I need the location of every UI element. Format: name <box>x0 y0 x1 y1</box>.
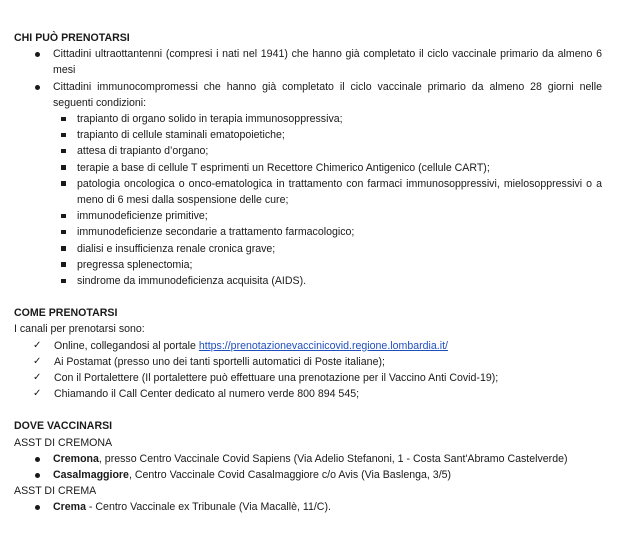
condition-text: immunodeficienze secondarie a trattamento farmacologico; <box>77 226 355 239</box>
channels-list <box>14 338 602 403</box>
list-item <box>14 467 602 483</box>
condition-item <box>14 143 602 159</box>
condition-item <box>14 111 602 127</box>
condition-item <box>14 176 602 208</box>
square-bullet-icon <box>61 133 66 138</box>
section-how-to-book <box>14 305 602 402</box>
asst-crema-label: ASST DI CREMA <box>14 485 97 498</box>
condition-item <box>14 160 602 176</box>
conditions-list <box>14 111 602 289</box>
square-bullet-icon <box>61 279 66 284</box>
condition-text: dialisi e insufficienza renale cronica grave; <box>77 242 276 255</box>
condition-text: pregressa splenectomia; <box>77 258 193 271</box>
section-who-can-book <box>14 30 602 289</box>
list-item <box>14 386 602 402</box>
how-intro: I canali per prenotarsi sono: <box>14 323 145 336</box>
list-item-text: Cittadini ultraottantenni (compresi i nati nel 1941) che hanno già completato il ciclo vaccinale primario da almeno 6 mesi <box>53 48 602 77</box>
list-item <box>14 451 602 467</box>
square-bullet-icon <box>61 246 66 251</box>
list-item <box>14 338 602 354</box>
checkmark-icon: ✓ <box>33 388 42 400</box>
list-item-text: Con il Portalettere (Il portalettere può effettuare una prenotazione per il Vaccino Anti Covid-19); <box>54 372 499 385</box>
condition-text: patologia oncologica o onco-ematologica in trattamento con farmaci immunosoppressivi, mielosoppressivi o a meno di 6 mesi dalla sospensione delle cure; <box>77 177 602 207</box>
bullet-icon <box>35 457 40 462</box>
list-item <box>14 79 602 111</box>
list-item <box>14 370 602 386</box>
bullet-icon <box>35 473 40 478</box>
condition-text: trapianto di organo solido in terapia immunosoppressiva; <box>77 113 343 126</box>
where-heading: DOVE VACCINARSI <box>14 420 113 433</box>
site-detail: , Centro Vaccinale Covid Casalmaggiore c/o Avis (Via Baslenga, 3/5) <box>128 469 452 482</box>
list-item-text: Ai Postamat (presso uno dei tanti sportelli automatici di Poste italiane); <box>54 355 385 368</box>
condition-text: attesa di trapianto d’organo; <box>77 145 209 158</box>
site-name: Casalmaggiore <box>53 469 129 482</box>
site-detail: - Centro Vaccinale ex Tribunale (Via Macallè, 11/C). <box>85 501 331 514</box>
section-where <box>14 418 602 515</box>
square-bullet-icon <box>61 117 66 122</box>
condition-item <box>14 273 602 289</box>
condition-text: sindrome da immunodeficienza acquisita (AIDS). <box>77 275 307 288</box>
condition-text: trapianto di cellule staminali ematopoietiche; <box>77 129 285 142</box>
square-bullet-icon <box>61 230 66 235</box>
who-heading: CHI PUÒ PRENOTARSI <box>14 32 130 44</box>
how-heading: COME PRENOTARSI <box>14 307 118 320</box>
checkmark-icon: ✓ <box>33 339 42 351</box>
who-list <box>14 46 602 111</box>
checkmark-icon: ✓ <box>33 355 42 367</box>
cremona-sites-list <box>14 451 602 483</box>
list-item <box>14 499 602 515</box>
portal-link[interactable]: https://prenotazionevaccinicovid.regione.lombardia.it/ <box>198 339 448 352</box>
condition-item <box>14 241 602 257</box>
bullet-icon <box>35 505 40 510</box>
list-item <box>14 46 602 78</box>
condition-item <box>14 224 602 240</box>
bullet-icon <box>35 85 40 90</box>
condition-item <box>14 257 602 273</box>
condition-item <box>14 208 602 224</box>
square-bullet-icon <box>61 262 66 267</box>
condition-item <box>14 127 602 143</box>
condition-text: terapie a base di cellule T esprimenti un Recettore Chimerico Antigenico (cellule CART); <box>77 161 490 174</box>
online-text: Online, collegandosi al portale <box>54 339 199 352</box>
list-item <box>14 354 602 370</box>
bullet-icon <box>35 52 40 57</box>
site-name: Crema <box>53 501 86 514</box>
list-item-text: Chiamando il Call Center dedicato al numero verde 800 894 545; <box>54 388 360 401</box>
asst-cremona-label: ASST DI CREMONA <box>14 436 113 449</box>
site-name: Cremona <box>53 452 99 465</box>
square-bullet-icon <box>61 149 66 154</box>
square-bullet-icon <box>61 214 66 219</box>
checkmark-icon: ✓ <box>33 372 42 384</box>
list-item-text: Cittadini immunocompromessi che hanno già completato il ciclo vaccinale primario da almeno 28 giorni nelle seguenti condizioni: <box>53 80 602 109</box>
square-bullet-icon <box>61 181 66 186</box>
site-detail: , presso Centro Vaccinale Covid Sapiens (Via Adelio Stefanoni, 1 - Costa Sant'Abramo Castelverde) <box>98 452 568 465</box>
condition-text: immunodeficienze primitive; <box>77 210 208 223</box>
square-bullet-icon <box>61 165 66 170</box>
crema-sites-list <box>14 499 602 515</box>
